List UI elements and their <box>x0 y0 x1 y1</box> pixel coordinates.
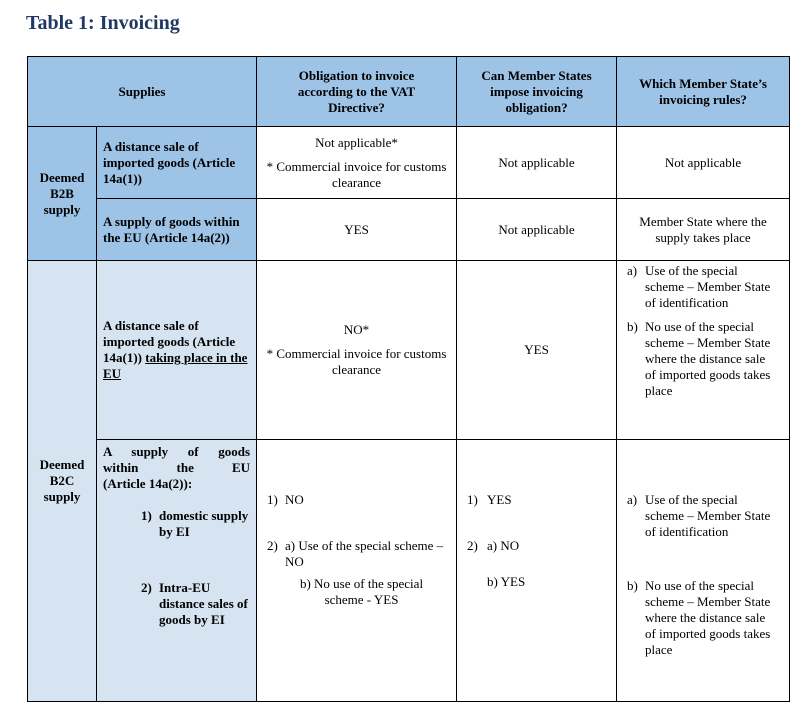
table-row <box>28 199 790 261</box>
header-supplies: Supplies <box>28 57 257 127</box>
header-row <box>28 57 790 127</box>
can-ms-cell: YES <box>457 261 617 440</box>
list-marker: b) <box>627 319 638 334</box>
obligation-value: Not applicable* <box>315 134 398 150</box>
list-item <box>261 492 450 508</box>
list-text: No use of the special scheme – Member State where the distance sale of imported goods takes place <box>645 578 771 657</box>
list-text: Use of the special scheme – Member State of identification <box>645 263 771 310</box>
group-b2c: Deemed B2C supply <box>28 261 97 702</box>
supply-sub-item <box>103 508 250 540</box>
list-text: a) Use of the special scheme – NO <box>285 538 444 569</box>
list-text: a) NO <box>487 538 520 553</box>
supply-cell <box>97 261 257 440</box>
header-can-member-states: Can Member States impose invoicing obligation? <box>457 57 617 127</box>
list-item <box>261 538 450 570</box>
list-text: Use of the special scheme – Member State of identification <box>645 492 771 539</box>
header-which-member-state: Which Member State’s invoicing rules? <box>617 57 790 127</box>
supply-cell <box>97 440 257 702</box>
obligation-note: * Commercial invoice for customs clearance <box>266 346 447 377</box>
list-marker: 1) <box>267 492 278 507</box>
obligation-cell <box>257 440 457 702</box>
table-row <box>28 261 790 440</box>
list-marker: 2) <box>267 538 278 553</box>
supply-cell: A supply of goods within the EU (Article 14a(2)) <box>97 199 257 261</box>
supply-text: A distance sale of imported goods (Article 14a(1)) <box>103 318 236 365</box>
list-item <box>461 538 610 554</box>
which-ms-cell <box>617 261 790 440</box>
header-obligation: Obligation to invoice according to the VAT Directive? <box>257 57 457 127</box>
can-ms-cell: Not applicable <box>457 127 617 199</box>
list-text: No use of the special scheme – Member State where the distance sale of imported goods takes place <box>645 319 771 398</box>
list-marker: b) <box>627 578 638 593</box>
list-text: NO <box>285 492 304 507</box>
supply-line: within the EU <box>103 460 251 475</box>
sub-marker: 1) <box>141 508 152 523</box>
supply-line: (Article 14a(2)): <box>103 476 193 491</box>
supply-underlined-text: taking place in the EU <box>103 350 248 381</box>
supply-line: A supply of goods <box>103 444 251 459</box>
list-item <box>621 492 779 540</box>
obligation-cell: YES <box>257 199 457 261</box>
page-title: Table 1: Invoicing <box>26 12 180 34</box>
table-row <box>28 440 790 702</box>
sub-text: Intra-EU distance sales of goods by EI <box>159 580 248 627</box>
sub-marker: 2) <box>141 580 152 595</box>
list-item <box>621 319 779 399</box>
list-item <box>621 578 779 658</box>
which-ms-cell: Member State where the supply takes place <box>617 199 790 261</box>
which-ms-cell <box>617 440 790 702</box>
list-text: b) YES <box>487 574 526 589</box>
obligation-note: * Commercial invoice for customs clearance <box>266 158 447 190</box>
list-marker: a) <box>627 263 638 278</box>
list-marker: 2) <box>467 538 478 553</box>
list-marker: 1) <box>467 492 478 507</box>
sub-text: domestic supply by EI <box>159 508 249 539</box>
can-ms-cell <box>457 440 617 702</box>
list-text: YES <box>487 492 512 507</box>
list-item <box>621 263 779 311</box>
list-marker: a) <box>627 492 638 507</box>
table-row <box>28 127 790 199</box>
supply-sub-item <box>103 580 250 628</box>
obligation-cell <box>257 261 457 440</box>
obligation-value: NO* <box>343 322 370 337</box>
invoicing-table <box>27 56 790 702</box>
group-b2b: Deemed B2B supply <box>28 127 97 261</box>
can-ms-cell: Not applicable <box>457 199 617 261</box>
obligation-cell <box>257 127 457 199</box>
list-text: b) No use of the special scheme - YES <box>299 576 424 607</box>
list-item <box>461 492 610 508</box>
which-ms-cell: Not applicable <box>617 127 790 199</box>
supply-cell: A distance sale of imported goods (Article 14a(1)) <box>97 127 257 199</box>
